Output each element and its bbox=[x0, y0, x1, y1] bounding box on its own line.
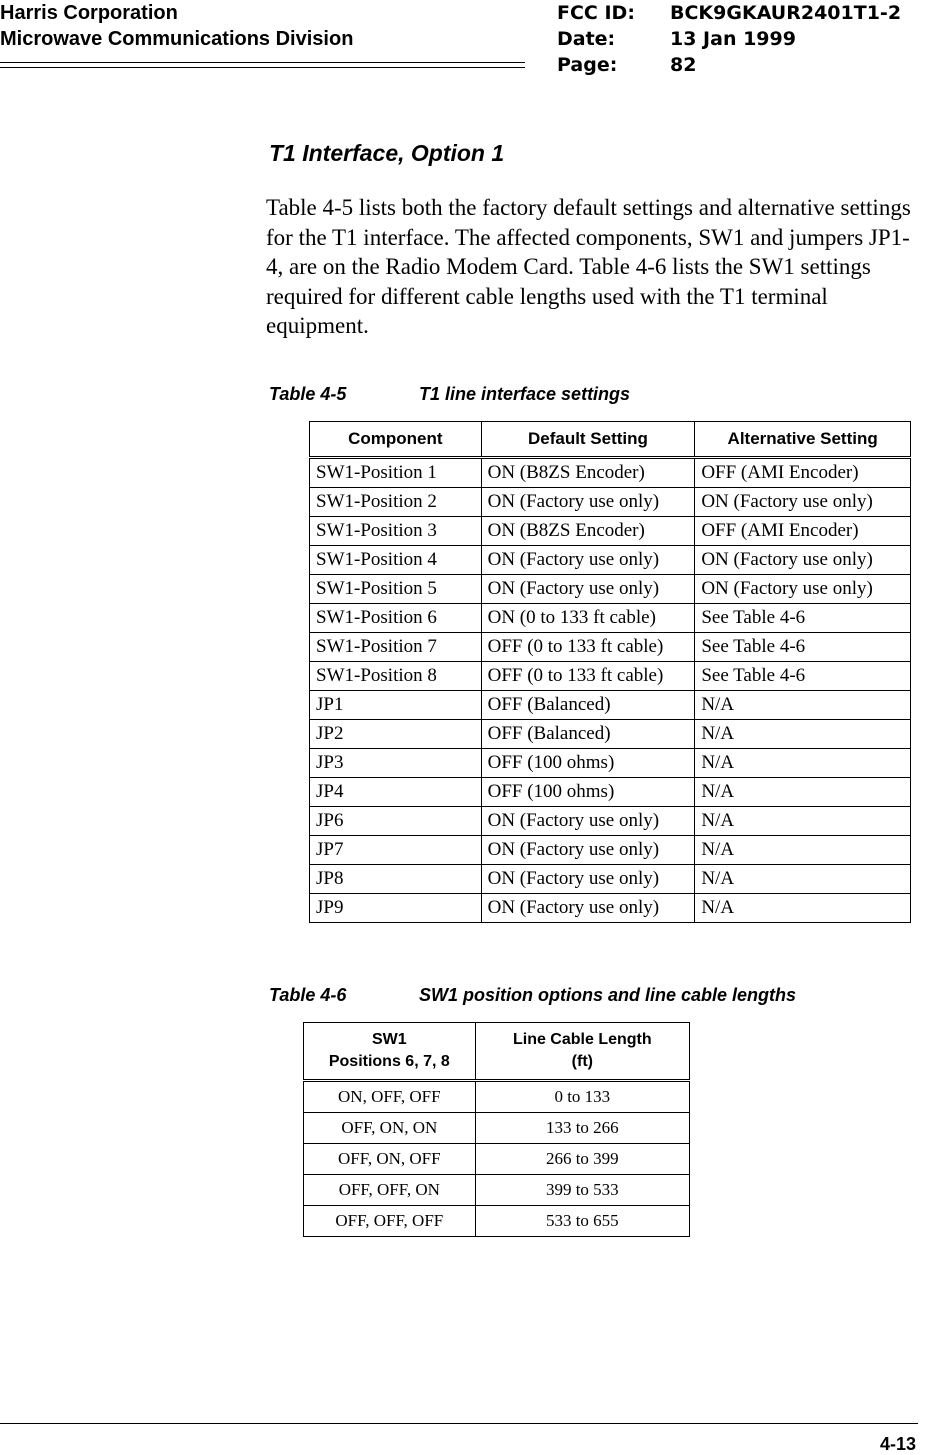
company-name: Harris Corporation bbox=[0, 2, 178, 24]
default-setting-cell: OFF (Balanced) bbox=[481, 691, 695, 720]
alternative-setting-cell: See Table 4-6 bbox=[695, 604, 911, 633]
alternative-setting-cell: ON (Factory use only) bbox=[695, 546, 911, 575]
table-4-6-title: SW1 position options and line cable lengths bbox=[419, 985, 797, 1005]
default-setting-cell: ON (Factory use only) bbox=[481, 836, 695, 865]
table-header-row bbox=[310, 422, 911, 458]
default-setting-cell: ON (Factory use only) bbox=[481, 546, 695, 575]
component-cell: JP8 bbox=[310, 865, 482, 894]
column-header-line-cable-length bbox=[475, 1023, 689, 1081]
document-header-right bbox=[557, 0, 901, 78]
table-row bbox=[310, 488, 911, 517]
column-header-alternative-setting: Alternative Setting bbox=[695, 422, 911, 458]
table-row bbox=[310, 749, 911, 778]
header-divider bbox=[0, 62, 525, 68]
table-row bbox=[304, 1206, 690, 1237]
table-row bbox=[310, 836, 911, 865]
alternative-setting-cell: N/A bbox=[695, 691, 911, 720]
table-4-5-caption bbox=[269, 384, 630, 405]
alternative-setting-cell: OFF (AMI Encoder) bbox=[695, 517, 911, 546]
table-row bbox=[304, 1175, 690, 1206]
alternative-setting-cell: OFF (AMI Encoder) bbox=[695, 458, 911, 488]
fcc-id-label: FCC ID: bbox=[557, 2, 635, 24]
intro-paragraph: Table 4-5 lists both the factory default settings and alternative settings for the T1 interface. The affected components, SW1 and jumpers JP1-4, are on the Radio Modem Card. Table 4-6 lists the SW1 settings required for different cable lengths used with the T1 terminal equipment. bbox=[266, 195, 911, 338]
alternative-setting-cell: N/A bbox=[695, 749, 911, 778]
fcc-id-value: BCK9GKAUR2401T1-2 bbox=[670, 2, 902, 24]
sw1-cable-length-table bbox=[303, 1022, 690, 1237]
alternative-setting-cell: ON (Factory use only) bbox=[695, 575, 911, 604]
component-cell: JP2 bbox=[310, 720, 482, 749]
date-row bbox=[557, 26, 901, 52]
cable-length-cell: 399 to 533 bbox=[475, 1175, 689, 1206]
cable-length-cell: 0 to 133 bbox=[475, 1081, 689, 1113]
default-setting-cell: ON (0 to 133 ft cable) bbox=[481, 604, 695, 633]
cable-length-cell: 533 to 655 bbox=[475, 1206, 689, 1237]
default-setting-cell: ON (B8ZS Encoder) bbox=[481, 517, 695, 546]
table-row bbox=[310, 662, 911, 691]
table-4-5-number: Table 4-5 bbox=[269, 384, 347, 404]
default-setting-cell: ON (Factory use only) bbox=[481, 807, 695, 836]
sw1-positions-cell: OFF, ON, OFF bbox=[304, 1144, 476, 1175]
sw1-positions-cell: ON, OFF, OFF bbox=[304, 1081, 476, 1113]
alternative-setting-cell: N/A bbox=[695, 865, 911, 894]
column-header-default-setting: Default Setting bbox=[481, 422, 695, 458]
table-row bbox=[310, 575, 911, 604]
default-setting-cell: ON (Factory use only) bbox=[481, 575, 695, 604]
component-cell: SW1-Position 8 bbox=[310, 662, 482, 691]
table-row bbox=[310, 807, 911, 836]
column-header-sw1-positions bbox=[304, 1023, 476, 1081]
alternative-setting-cell: See Table 4-6 bbox=[695, 662, 911, 691]
table-row bbox=[304, 1144, 690, 1175]
table-row bbox=[310, 720, 911, 749]
default-setting-cell: ON (B8ZS Encoder) bbox=[481, 458, 695, 488]
component-cell: SW1-Position 6 bbox=[310, 604, 482, 633]
default-setting-cell: ON (Factory use only) bbox=[481, 488, 695, 517]
page-value: 82 bbox=[670, 54, 697, 76]
date-label: Date: bbox=[557, 28, 616, 50]
alternative-setting-cell: ON (Factory use only) bbox=[695, 488, 911, 517]
table-4-6-caption bbox=[269, 985, 796, 1006]
table-row bbox=[310, 517, 911, 546]
column-header-component: Component bbox=[310, 422, 482, 458]
division-name: Microwave Communications Division bbox=[0, 28, 354, 50]
sw1-positions-cell: OFF, OFF, OFF bbox=[304, 1206, 476, 1237]
alternative-setting-cell: N/A bbox=[695, 894, 911, 923]
table-row bbox=[310, 894, 911, 923]
table-row bbox=[310, 865, 911, 894]
component-cell: JP4 bbox=[310, 778, 482, 807]
default-setting-cell: ON (Factory use only) bbox=[481, 865, 695, 894]
component-cell: JP7 bbox=[310, 836, 482, 865]
alternative-setting-cell: N/A bbox=[695, 778, 911, 807]
cable-length-cell: 266 to 399 bbox=[475, 1144, 689, 1175]
component-cell: JP1 bbox=[310, 691, 482, 720]
table-row bbox=[310, 691, 911, 720]
component-cell: SW1-Position 7 bbox=[310, 633, 482, 662]
column-header-length-line1: Line Cable Length bbox=[512, 1031, 652, 1048]
table-row bbox=[310, 604, 911, 633]
table-row bbox=[310, 458, 911, 488]
table-row bbox=[310, 546, 911, 575]
table-row bbox=[310, 633, 911, 662]
default-setting-cell: ON (Factory use only) bbox=[481, 894, 695, 923]
page-label: Page: bbox=[557, 54, 618, 76]
table-row bbox=[310, 778, 911, 807]
component-cell: SW1-Position 3 bbox=[310, 517, 482, 546]
component-cell: SW1-Position 1 bbox=[310, 458, 482, 488]
component-cell: JP6 bbox=[310, 807, 482, 836]
table-4-5-title: T1 line interface settings bbox=[419, 384, 631, 404]
component-cell: JP9 bbox=[310, 894, 482, 923]
component-cell: SW1-Position 4 bbox=[310, 546, 482, 575]
default-setting-cell: OFF (0 to 133 ft cable) bbox=[481, 662, 695, 691]
default-setting-cell: OFF (100 ohms) bbox=[481, 749, 695, 778]
document-header-left bbox=[0, 0, 353, 52]
fcc-id-row bbox=[557, 0, 901, 26]
component-cell: JP3 bbox=[310, 749, 482, 778]
footer-divider bbox=[0, 1423, 918, 1424]
alternative-setting-cell: N/A bbox=[695, 720, 911, 749]
default-setting-cell: OFF (Balanced) bbox=[481, 720, 695, 749]
column-header-sw1-line2: Positions 6, 7, 8 bbox=[328, 1053, 450, 1070]
default-setting-cell: OFF (100 ohms) bbox=[481, 778, 695, 807]
date-value: 13 Jan 1999 bbox=[670, 28, 796, 50]
section-heading: T1 Interface, Option 1 bbox=[269, 140, 505, 166]
cable-length-cell: 133 to 266 bbox=[475, 1113, 689, 1144]
table-header-row bbox=[304, 1023, 690, 1081]
alternative-setting-cell: N/A bbox=[695, 836, 911, 865]
alternative-setting-cell: N/A bbox=[695, 807, 911, 836]
component-cell: SW1-Position 2 bbox=[310, 488, 482, 517]
page-number: 4-13 bbox=[879, 1434, 916, 1454]
component-cell: SW1-Position 5 bbox=[310, 575, 482, 604]
sw1-positions-cell: OFF, OFF, ON bbox=[304, 1175, 476, 1206]
sw1-positions-cell: OFF, ON, ON bbox=[304, 1113, 476, 1144]
column-header-length-line2: (ft) bbox=[571, 1053, 593, 1070]
default-setting-cell: OFF (0 to 133 ft cable) bbox=[481, 633, 695, 662]
t1-line-interface-settings-table bbox=[309, 421, 911, 923]
table-row bbox=[304, 1113, 690, 1144]
page-row bbox=[557, 52, 901, 78]
column-header-sw1-line1: SW1 bbox=[371, 1031, 407, 1048]
table-4-6-number: Table 4-6 bbox=[269, 985, 347, 1005]
table-row bbox=[304, 1081, 690, 1113]
alternative-setting-cell: See Table 4-6 bbox=[695, 633, 911, 662]
